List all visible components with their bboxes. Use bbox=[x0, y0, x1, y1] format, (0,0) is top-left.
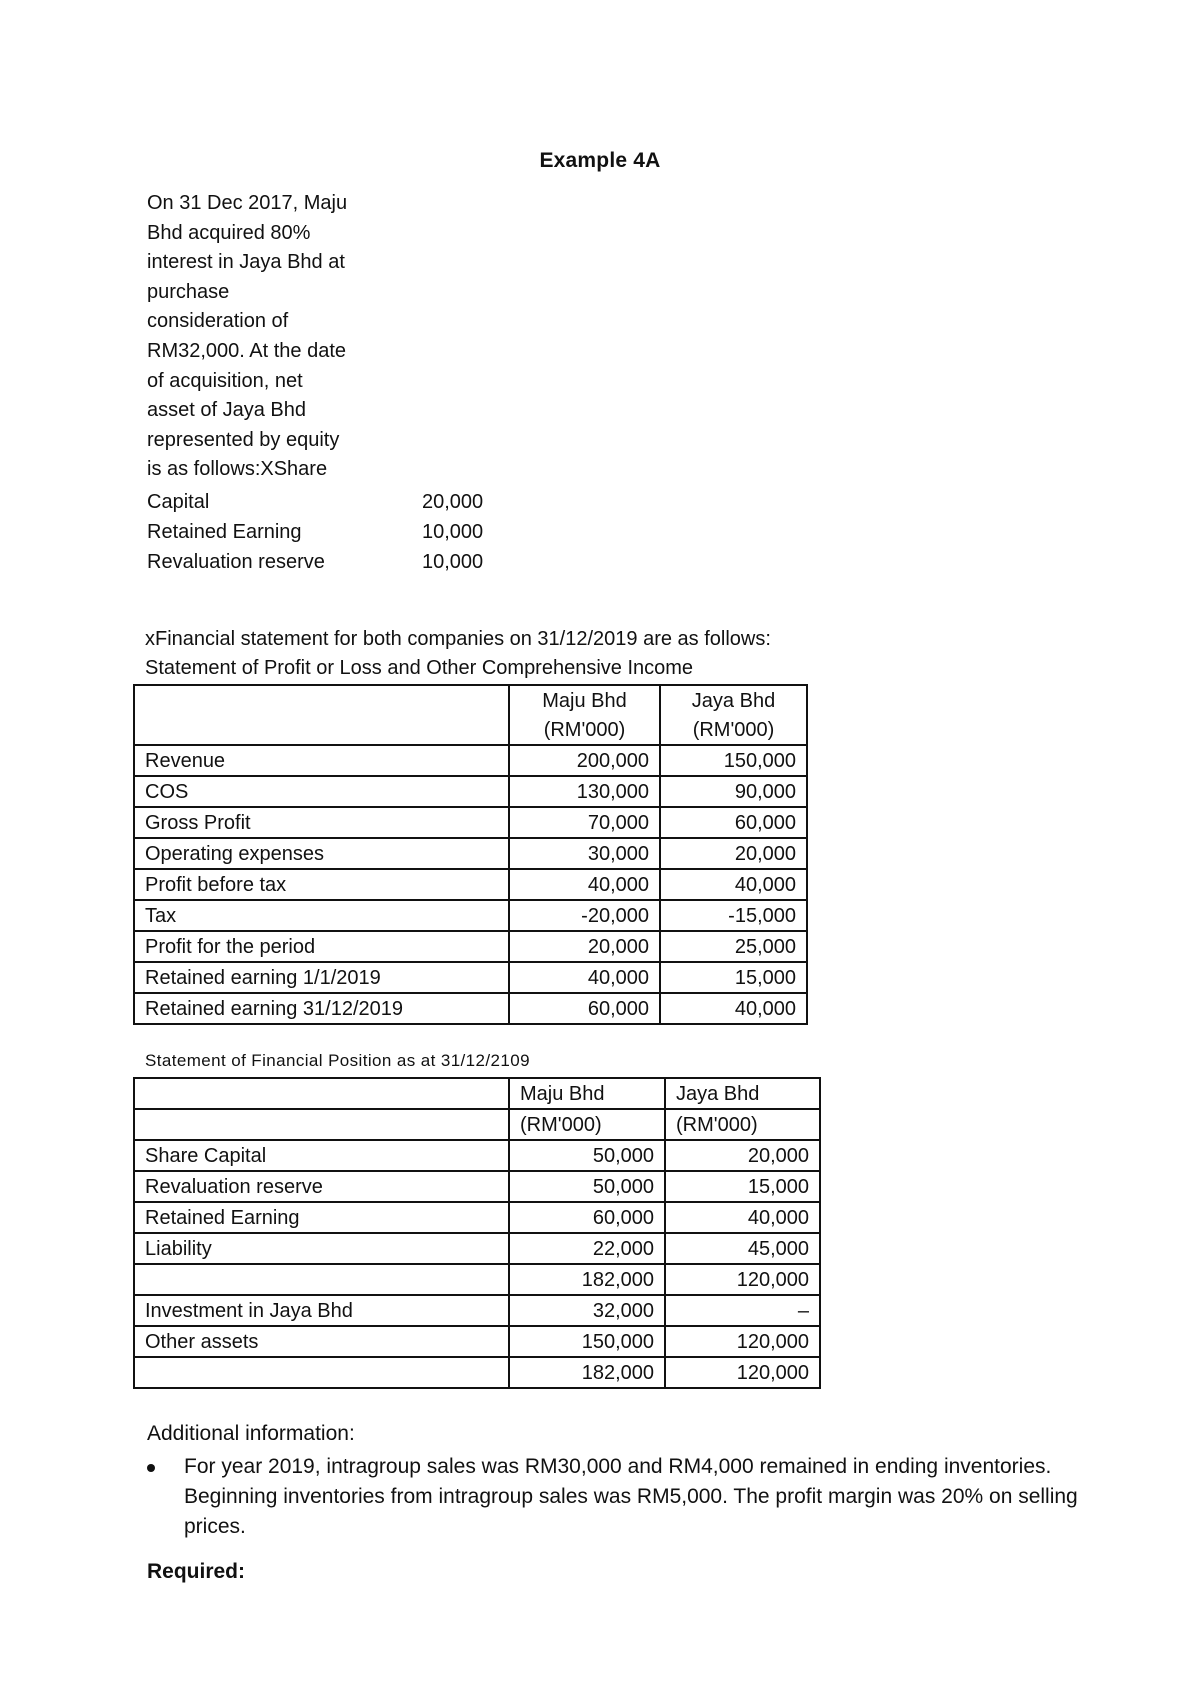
intro-line: of acquisition, net bbox=[147, 369, 303, 392]
jaya-value: 15,000 bbox=[660, 962, 807, 993]
jaya-value: 120,000 bbox=[665, 1357, 820, 1388]
table-row bbox=[134, 993, 807, 1024]
maju-value: 60,000 bbox=[509, 1202, 665, 1233]
intro-line: Bhd acquired 80% bbox=[147, 221, 311, 244]
equity-list bbox=[147, 487, 507, 577]
table-row bbox=[134, 1171, 820, 1202]
jaya-value: 40,000 bbox=[660, 869, 807, 900]
pl-title: Statement of Profit or Loss and Other Comprehensive Income bbox=[145, 657, 694, 679]
row-label: Profit before tax bbox=[134, 869, 509, 900]
equity-label: Retained Earning bbox=[147, 521, 302, 543]
bullet-icon bbox=[147, 1464, 155, 1472]
maju-value: 182,000 bbox=[509, 1357, 665, 1388]
required-label: Required: bbox=[147, 1560, 246, 1583]
intro-line: purchase bbox=[147, 280, 230, 303]
table-row bbox=[134, 1295, 820, 1326]
table-row bbox=[134, 776, 807, 807]
table-header-blank bbox=[134, 1109, 509, 1140]
col-header-jaya: Jaya Bhd bbox=[660, 685, 807, 715]
table-row bbox=[134, 838, 807, 869]
intro-line: consideration of bbox=[147, 310, 289, 333]
row-label: Tax bbox=[134, 900, 509, 931]
additional-info-bullet bbox=[147, 1452, 1087, 1542]
table-row bbox=[134, 1140, 820, 1171]
col-header-maju: Maju Bhd bbox=[509, 1078, 665, 1109]
table-row bbox=[134, 1202, 820, 1233]
table-header-row bbox=[134, 1078, 820, 1109]
maju-value: 200,000 bbox=[509, 745, 660, 776]
jaya-value: 120,000 bbox=[665, 1264, 820, 1295]
table-row bbox=[134, 931, 807, 962]
equity-value: 10,000 bbox=[422, 551, 484, 573]
jaya-value: 90,000 bbox=[660, 776, 807, 807]
equity-row bbox=[147, 517, 507, 547]
intro-line: is as follows:XShare bbox=[147, 458, 328, 481]
row-label: Investment in Jaya Bhd bbox=[134, 1295, 509, 1326]
col-unit-maju: (RM'000) bbox=[509, 715, 660, 745]
table-row bbox=[134, 962, 807, 993]
row-label: Other assets bbox=[134, 1326, 509, 1357]
jaya-value: 20,000 bbox=[665, 1140, 820, 1171]
table-row bbox=[134, 869, 807, 900]
intro-paragraph bbox=[147, 189, 377, 485]
maju-value: 20,000 bbox=[509, 931, 660, 962]
table-row bbox=[134, 1326, 820, 1357]
sfp-table bbox=[133, 1077, 821, 1389]
equity-row bbox=[147, 487, 507, 517]
intro-line: represented by equity bbox=[147, 428, 340, 451]
row-label: Retained earning 1/1/2019 bbox=[134, 962, 509, 993]
jaya-value: -15,000 bbox=[660, 900, 807, 931]
maju-value: 150,000 bbox=[509, 1326, 665, 1357]
maju-value: -20,000 bbox=[509, 900, 660, 931]
maju-value: 50,000 bbox=[509, 1171, 665, 1202]
bullet-text: For year 2019, intragroup sales was RM30,000 and RM4,000 remained in ending inventories. Beginning inventories from intragroup sales was RM5,000. The profit margin was 20% on selling prices. bbox=[184, 1455, 1078, 1538]
maju-value: 40,000 bbox=[509, 962, 660, 993]
table-row bbox=[134, 807, 807, 838]
maju-value: 30,000 bbox=[509, 838, 660, 869]
jaya-value: 40,000 bbox=[665, 1202, 820, 1233]
jaya-value: 40,000 bbox=[660, 993, 807, 1024]
maju-value: 60,000 bbox=[509, 993, 660, 1024]
row-label: Share Capital bbox=[134, 1140, 509, 1171]
table-header-blank bbox=[134, 685, 509, 745]
row-label: COS bbox=[134, 776, 509, 807]
row-label bbox=[134, 1357, 509, 1388]
jaya-value: 120,000 bbox=[665, 1326, 820, 1357]
maju-value: 182,000 bbox=[509, 1264, 665, 1295]
financial-intro: xFinancial statement for both companies on 31/12/2019 are as follows: bbox=[145, 628, 771, 650]
equity-value: 20,000 bbox=[422, 491, 484, 513]
table-header-blank bbox=[134, 1078, 509, 1109]
page-title: Example 4A bbox=[539, 149, 661, 172]
jaya-value: 20,000 bbox=[660, 838, 807, 869]
row-label bbox=[134, 1264, 509, 1295]
row-label: Profit for the period bbox=[134, 931, 509, 962]
row-label: Gross Profit bbox=[134, 807, 509, 838]
pl-table bbox=[133, 684, 808, 1025]
table-row bbox=[134, 1264, 820, 1295]
jaya-value: 150,000 bbox=[660, 745, 807, 776]
jaya-value: 45,000 bbox=[665, 1233, 820, 1264]
table-row bbox=[134, 745, 807, 776]
table-row bbox=[134, 900, 807, 931]
table-row bbox=[134, 1357, 820, 1388]
intro-line: On 31 Dec 2017, Maju bbox=[147, 192, 348, 214]
maju-value: 22,000 bbox=[509, 1233, 665, 1264]
maju-value: 130,000 bbox=[509, 776, 660, 807]
row-label: Revaluation reserve bbox=[134, 1171, 509, 1202]
equity-value: 10,000 bbox=[422, 521, 484, 543]
row-label: Retained Earning bbox=[134, 1202, 509, 1233]
row-label: Revenue bbox=[134, 745, 509, 776]
col-unit-maju: (RM'000) bbox=[509, 1109, 665, 1140]
row-label: Liability bbox=[134, 1233, 509, 1264]
maju-value: 50,000 bbox=[509, 1140, 665, 1171]
additional-info-title: Additional information: bbox=[147, 1422, 355, 1445]
jaya-value: 25,000 bbox=[660, 931, 807, 962]
jaya-value: 60,000 bbox=[660, 807, 807, 838]
row-label: Retained earning 31/12/2019 bbox=[134, 993, 509, 1024]
col-unit-jaya: (RM'000) bbox=[660, 715, 807, 745]
equity-row bbox=[147, 547, 507, 577]
jaya-value: – bbox=[665, 1295, 820, 1326]
equity-label: Revaluation reserve bbox=[147, 551, 325, 573]
col-header-jaya: Jaya Bhd bbox=[665, 1078, 820, 1109]
intro-line: interest in Jaya Bhd at bbox=[147, 251, 345, 274]
col-header-maju: Maju Bhd bbox=[509, 685, 660, 715]
equity-label: Capital bbox=[147, 491, 210, 513]
maju-value: 70,000 bbox=[509, 807, 660, 838]
intro-line: RM32,000. At the date bbox=[147, 339, 347, 362]
table-row bbox=[134, 1233, 820, 1264]
row-label: Operating expenses bbox=[134, 838, 509, 869]
sfp-title: Statement of Financial Position as at 31/12/2109 bbox=[145, 1051, 530, 1070]
table-header-row bbox=[134, 685, 807, 715]
jaya-value: 15,000 bbox=[665, 1171, 820, 1202]
table-header-row bbox=[134, 1109, 820, 1140]
intro-line: asset of Jaya Bhd bbox=[147, 399, 306, 422]
maju-value: 32,000 bbox=[509, 1295, 665, 1326]
maju-value: 40,000 bbox=[509, 869, 660, 900]
col-unit-jaya: (RM'000) bbox=[665, 1109, 820, 1140]
